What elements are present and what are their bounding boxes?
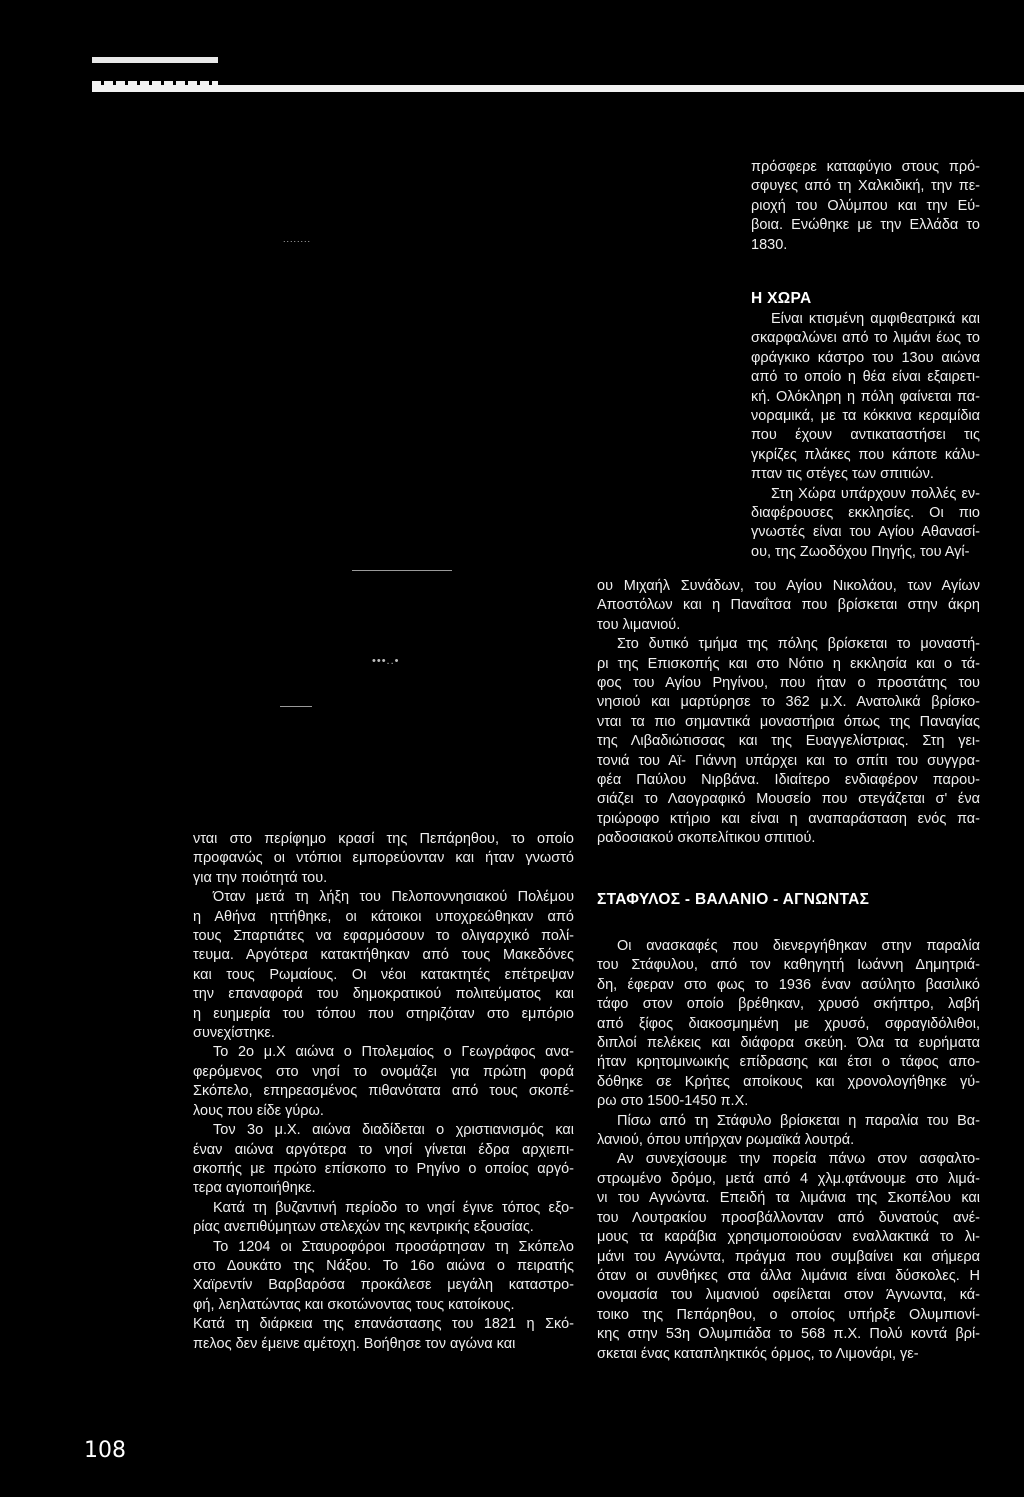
right-top-text: [751, 158, 980, 255]
text-line: ου Μιχαήλ Συνάδων, του Αγίου Νικολάου, των Αγίων: [597, 578, 980, 594]
text-line: την επαναφορά του δημοκρατικού πολιτεύματος και: [193, 986, 574, 1003]
text-line: φή, λεηλατώντας και σκοτώνοντας τους κατοίκους.: [193, 1296, 515, 1313]
text-line: τευμα. Αργότερα κατακτήθηκαν από τους Μακεδόνες: [193, 947, 574, 964]
scan-dots: ........: [283, 234, 312, 244]
text-line: Αν συνεχίσουμε την πορεία πάνω στον ασφαλτο-: [617, 1151, 980, 1168]
text-line: για την ποιότητά του.: [193, 869, 328, 886]
text-line: στρωμένο δρόμο, μετά από 4 χλμ.φτάνουμε στο λιμά-: [597, 1170, 980, 1187]
text-line: από ξίφος διακοσμημένη με χρυσό, σφραγιδόλιθοι,: [597, 1015, 980, 1032]
text-line: Το 1204 οι Σταυροφόροι προσάρτησαν τη Σκόπελο: [213, 1238, 574, 1255]
text-line: μάνι του Αγνώντα, πράγμα που συμβαίνει και σήμερα: [597, 1248, 980, 1265]
text-line: φερόμενος στο νησί το ονομάζει για πρώτη φορά: [193, 1063, 574, 1080]
text-line: 1830.: [751, 236, 788, 253]
text-line: η ευημερία του τόπου που στηριζόταν στο εμπόριο: [193, 1005, 574, 1022]
text-line: Οι ανασκαφές που διενεργήθηκαν στην παραλία: [617, 938, 980, 954]
text-line: νται τα πιο σημαντικά μοναστήρια όπως της Παναγίας: [597, 713, 980, 730]
text-line: σφυγες από τη Χαλκιδική, την πε-: [751, 178, 980, 195]
text-line: Τον 3ο μ.Χ. αιώνα διαδίδεται ο χριστιανισμός και: [213, 1122, 574, 1139]
text-line: νται στο περίφημο κρασί της Πεπάρηθου, το οποίο: [193, 831, 574, 847]
text-line: δόθηκε σε Κρήτες αποίκους και χρονολογήθηκε γύ-: [597, 1073, 980, 1090]
text-line: διπλοί πελέκεις και διάφορα σκεύη. Όλα τα ευρήματα: [597, 1035, 980, 1052]
text-line: δη, έφεραν στο φως το 1936 έναν ασύλητο βασιλικό: [597, 976, 980, 993]
text-line: Πίσω από τη Στάφυλο βρίσκεται η παραλία του Βα-: [617, 1112, 980, 1129]
scan-mark: [280, 706, 312, 707]
text-line: Αποστόλων και η Παναΐτσα που βρίσκεται στην άκρη: [597, 597, 980, 614]
text-line: της Λιβαδιώτισσας και της Ευαγγελίστριας. Στη γει-: [597, 733, 980, 750]
text-line: Στη Χώρα υπάρχουν πολλές εν-: [771, 485, 980, 502]
text-line: Στο δυτικό τμήμα της πόλης βρίσκεται το μοναστή-: [617, 636, 980, 653]
text-line: τοικο της Πεπάρηθου, ο οποίος υπήρξε Ολυμπιονί-: [597, 1306, 980, 1323]
text-line: του Στάφυλου, από τον καθηγητή Ιωάννη Δημητριά-: [597, 957, 980, 974]
text-line: ονομασία του λιμανιού οφείλεται στον Άγνωντα, κά-: [597, 1287, 980, 1304]
header-rule: [92, 85, 1024, 92]
text-line: ρω στο 1500-1450 π.Χ.: [597, 1093, 749, 1110]
text-line: πταν τις στέγες των σπιτιών.: [751, 466, 934, 483]
text-line: τάφο στον οποίο βρέθηκαν, χρυσό σκήπτρο, λαβή: [597, 996, 980, 1013]
text-line: Είναι κτισμένη αμφιθεατρικά και: [771, 311, 980, 327]
header-bar: [92, 57, 218, 63]
text-line: έναν αιώνα αργότερα το νησί γίνεται έδρα αρχιεπι-: [193, 1141, 574, 1158]
text-line: στο Δουκάτο της Νάξου. Το 16ο αιώνα ο πειρατής: [193, 1257, 574, 1274]
text-line: Σκόπελο, επηρεασμένος πιθανότατα από τους σκοπέ-: [193, 1083, 574, 1100]
text-line: όταν οι συνθήκες στα άλλα λιμάνια είναι δύσκολες. Η: [597, 1267, 980, 1284]
text-line: μους τα καράβια χρησιμοποιούσαν εναλλακτικά το λι-: [597, 1229, 980, 1246]
text-line: και τους Ρωμαίους. Οι νέοι κατακτητές επέτρεψαν: [193, 966, 574, 983]
text-line: που έχουν αντικαταστήσει τις: [751, 427, 980, 444]
text-line: Κατά τη διάρκεια της επανάστασης του 1821 η Σκό-: [193, 1316, 574, 1333]
text-line: κή. Ολόκληρη η πόλη φαίνεται πα-: [751, 388, 980, 405]
text-line: τριώροφο κτήριο και είναι η αναπαράσταση ενός πα-: [597, 810, 980, 827]
page-number: 108: [84, 1438, 126, 1463]
text-line: φος του Αγίου Ρηγίνου, που ήταν ο προστάτης του: [597, 675, 980, 692]
section-heading-chora: Η ΧΩΡΑ: [751, 290, 812, 307]
text-line: συνεχίστηκε.: [193, 1025, 275, 1042]
text-line: σκεται ένας καταπληκτικός όρμος, το Λιμονάρι, γε-: [597, 1345, 919, 1362]
text-line: πρόσφερε καταφύγιο στους πρό-: [751, 159, 980, 175]
text-line: λους που είδε γύρω.: [193, 1102, 324, 1119]
text-line: ρίας ανεπιθύμητων στελεχών της κεντρικής εξουσίας.: [193, 1219, 534, 1236]
text-line: ήταν κρητομινωικής επίδρασης και έτσι ο τάφος απο-: [597, 1054, 980, 1071]
text-line: σκοπής με πρώτο επίσκοπο το Ρηγίνο ο οποίος αργό-: [193, 1160, 574, 1177]
text-line: λανιού, όπου υπήρχαν ρωμαϊκά λουτρά.: [597, 1132, 855, 1149]
text-line: βοια. Ενώθηκε με την Ελλάδα το: [751, 217, 980, 234]
text-line: νησιού και μαρτύρησε το 362 μ.Χ. Ανατολικά βρίσκο-: [597, 694, 980, 711]
text-line: Χαϊρεντίν Βαρβαρόσα προκάλεσε μεγάλη καταστρο-: [193, 1277, 574, 1294]
text-line: προφανώς οι ντόπιοι εμπορεύονταν και ήταν γνωστό: [193, 850, 574, 867]
text-line: ραδοσιακού σκοπελίτικου σπιτιού.: [597, 830, 816, 847]
text-line: του λιμανιού.: [597, 616, 681, 633]
text-line: Όταν μετά τη λήξη του Πελοποννησιακού Πολέμου: [213, 889, 574, 906]
text-line: γκρίζες πλάκες που κάποτε κάλυ-: [751, 446, 980, 463]
text-line: ου, της Ζωοδόχου Πηγής, του Αγί-: [751, 543, 970, 560]
text-line: τονιά του Αϊ- Γιάννη υπάρχει και το σπίτι του συγγρα-: [597, 752, 980, 769]
text-line: Το 2ο μ.Χ αιώνα ο Πτολεμαίος ο Γεωγράφος ανα-: [213, 1044, 574, 1061]
text-line: τους Σπαρτιάτες να εφαρμόσουν το ολιγαρχικό πολί-: [193, 928, 574, 945]
left-column-text: [193, 830, 574, 1354]
scan-dots: •••..•: [372, 655, 400, 667]
scan-mark: [352, 570, 452, 571]
text-line: η Αθήνα ηττήθηκε, οι κάτοικοι υποχρεώθηκαν από: [193, 908, 574, 925]
text-line: φράγκικο κάστρο του 13ου αιώνα: [751, 349, 980, 366]
text-line: Κατά τη βυζαντινή περίοδο το νησί έγινε τόπος εξο-: [213, 1199, 574, 1216]
text-line: σκαρφαλώνει από το λιμάνι έως το: [751, 330, 980, 347]
text-line: από το οποίο η θέα είναι εξαιρετι-: [751, 369, 980, 386]
text-line: νι του Αγνώντα. Επειδή τα λιμάνια της Σκοπέλου και: [597, 1190, 980, 1207]
text-line: νοραμικά, με τα κόκκινα κεραμίδια: [751, 408, 980, 425]
chora-text-narrow: [751, 310, 980, 562]
text-line: ρι της Επισκοπής και στο Νότιο η εκκλησία και ο τά-: [597, 655, 980, 672]
text-line: σιάζει το Λαογραφικό Μουσείο που στεγάζεται σ' ένα: [597, 791, 980, 808]
text-line: τερα αγιοποιήθηκε.: [193, 1180, 316, 1197]
text-line: γνωστές είναι του Αγίου Αθανασί-: [751, 524, 980, 541]
stafylos-text: [597, 937, 980, 1364]
text-line: πελος δεν έμεινε αμέτοχη. Βοήθησε τον αγώνα και: [193, 1335, 516, 1352]
text-line: φέα Παύλου Νιρβάνα. Ιδιαίτερο ενδιαφέρον παρου-: [597, 772, 980, 789]
text-line: του Λουτρακίου προσβάλλονταν από δυνατούς ανέ-: [597, 1209, 980, 1226]
text-line: κης στην 53η Ολυμπιάδα το 568 π.Χ. Πολύ κοντά βρί-: [597, 1326, 980, 1343]
chora-text-wide: [597, 577, 980, 849]
text-line: διαφέρουσες εκκλησίες. Οι πιο: [751, 505, 980, 522]
section-heading-stafylos: ΣΤΑΦΥΛΟΣ - ΒΑΛΑΝΙΟ - ΑΓΝΩΝΤΑΣ: [597, 891, 870, 908]
text-line: ριοχή του Ολύμπου και την Εύ-: [751, 197, 980, 214]
